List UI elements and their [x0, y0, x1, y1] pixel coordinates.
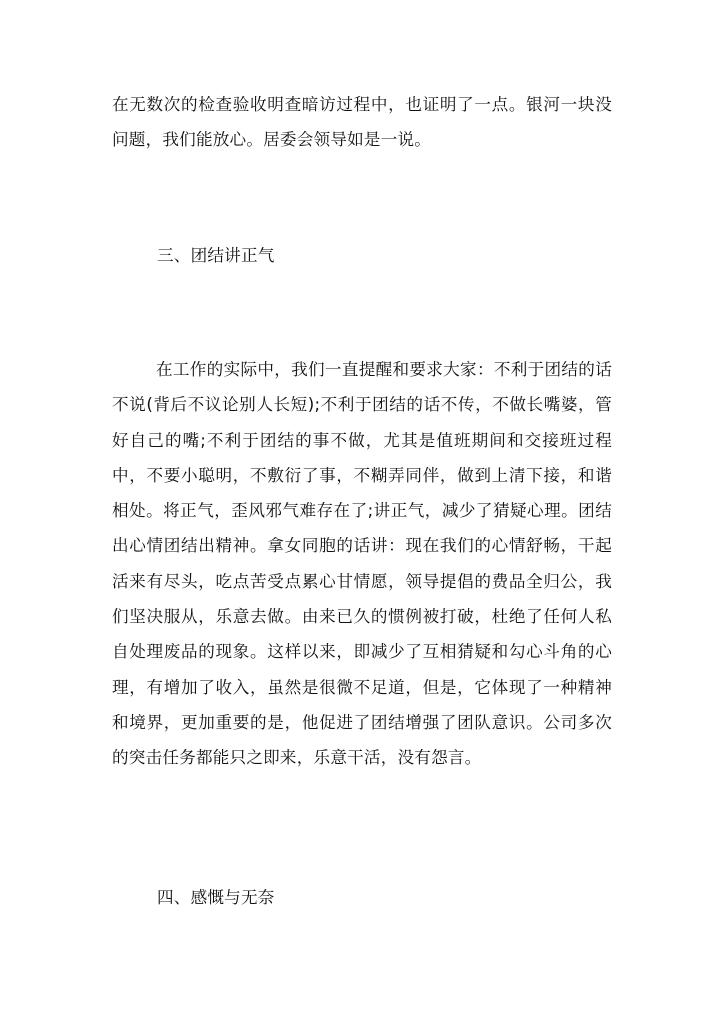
body-paragraph-2: 在工作的实际中，我们一直提醒和要求大家：不利于团结的话不说(背后不议论别人长短);不利于团结的话不传，不做长嘴婆，管好自己的嘴;不利于团结的事不做，尤其是值班期间和交接班过程中，不要小聪明，不敷衍了事，不糊弄同伴，做到上清下接，和谐相处。将正气，歪风邪气难存在了;讲正气，减少了猜疑心理。团结出心情团结出精神。拿女同胞的话讲：现在我们的心情舒畅，干起活来有尽头，吃点苦受点累心甘情愿，领导提倡的费品全归公，我们坚决服从，乐意去做。由来已久的惯例被打破，杜绝了任何人私自处理废品的现象。这样以来，即减少了互相猜疑和勾心斗角的心理，有增加了收入，虽然是很微不足道，但是，它体现了一种精神和境界，更加重要的是，他促进了团结增强了团队意识。公司多次的突击任务都能只之即来，乐意干活，没有怨言。	[112, 360, 612, 768]
section-heading-3: 三、团结讲正气	[157, 246, 275, 265]
body-paragraph-1: 在无数次的检查验收明查暗访过程中，也证明了一点。银河一块没问题，我们能放心。居委会领导如是一说。	[112, 95, 612, 150]
section-heading-4: 四、感慨与无奈	[157, 888, 275, 907]
